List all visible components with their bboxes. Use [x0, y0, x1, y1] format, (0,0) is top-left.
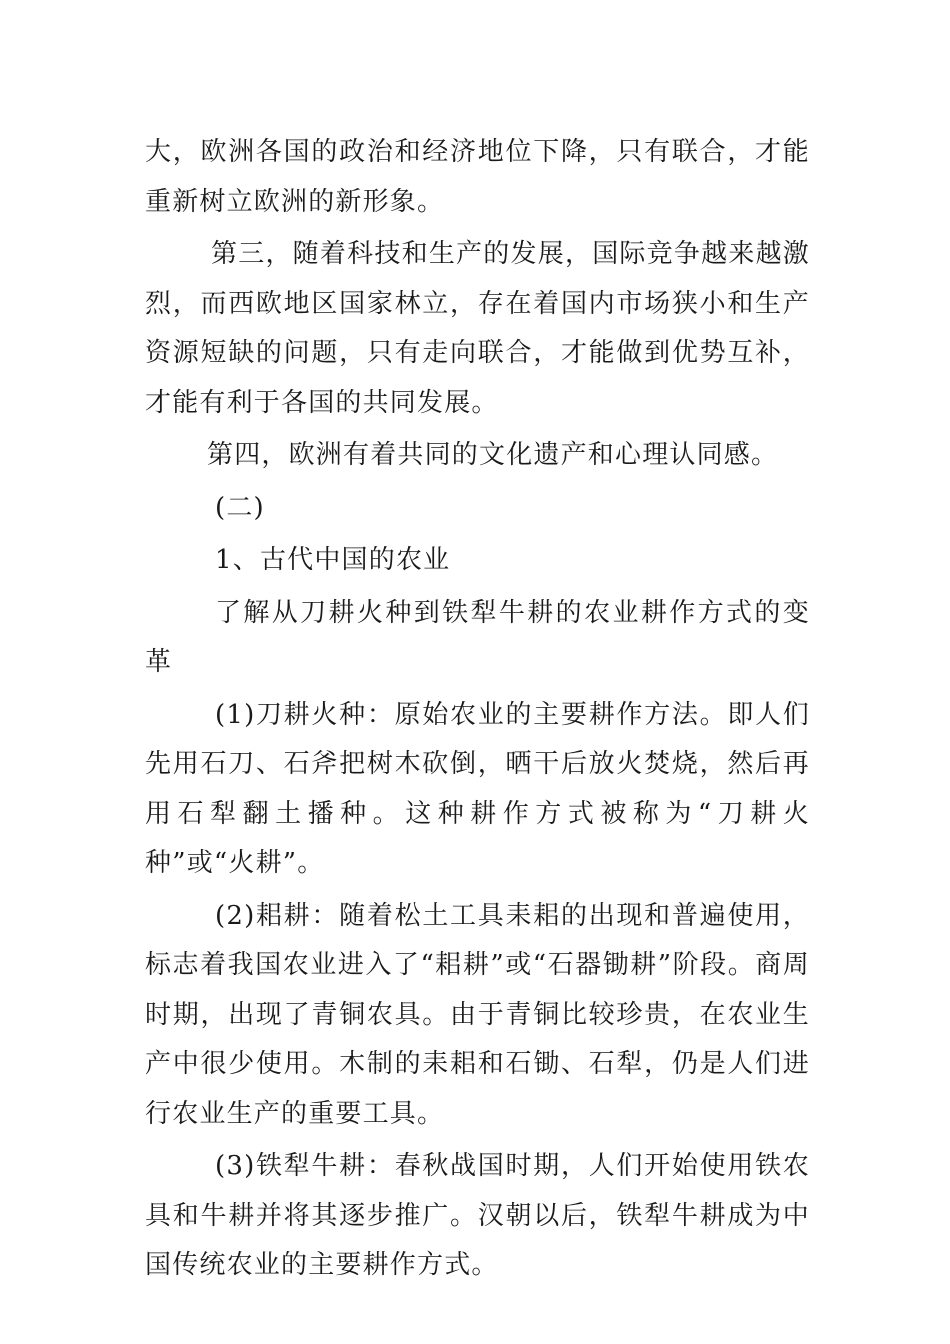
section-heading-two: (二) [215, 492, 265, 523]
paragraph-si-farming: (2)耜耕：随着松土工具耒耜的出现和普遍使用，标志着我国农业进入了“耜耕”或“石器锄耕”阶段。商周时期，出现了青铜农具。由于青铜比较珍贵，在农业生产中很少使用。木制的耒耜和石锄、石犁，仍是人们进行农业生产的重要工具。 [145, 900, 810, 1129]
paragraph-iron-plough: (3)铁犁牛耕：春秋战国时期，人们开始使用铁农具和牛耕并将其逐步推广。汉朝以后，铁犁牛耕成为中国传统农业的主要耕作方式。 [145, 1151, 810, 1280]
paragraph-continuation: 大，欧洲各国的政治和经济地位下降，只有联合，才能重新树立欧洲的新形象。 [145, 137, 810, 217]
paragraph-overview: 了解从刀耕火种到铁犁牛耕的农业耕作方式的变革 [145, 597, 810, 677]
document-body [145, 128, 810, 1291]
paragraph-third-reason: 第三，随着科技和生产的发展，国际竞争越来越激烈，而西欧地区国家林立，存在着国内市场狭小和生产资源短缺的问题，只有走向联合，才能做到优势互补，才能有利于各国的共同发展。 [145, 239, 810, 418]
paragraph-slash-and-burn: (1)刀耕火种：原始农业的主要耕作方法。即人们先用石刀、石斧把树木砍倒，晒干后放火焚烧，然后再用石犁翻土播种。这种耕作方式被称为“刀耕火种”或“火耕”。 [145, 699, 810, 878]
subsection-heading-agriculture: 1、古代中国的农业 [215, 545, 451, 575]
paragraph-fourth-reason: 第四，欧洲有着共同的文化遗产和心理认同感。 [207, 440, 779, 470]
